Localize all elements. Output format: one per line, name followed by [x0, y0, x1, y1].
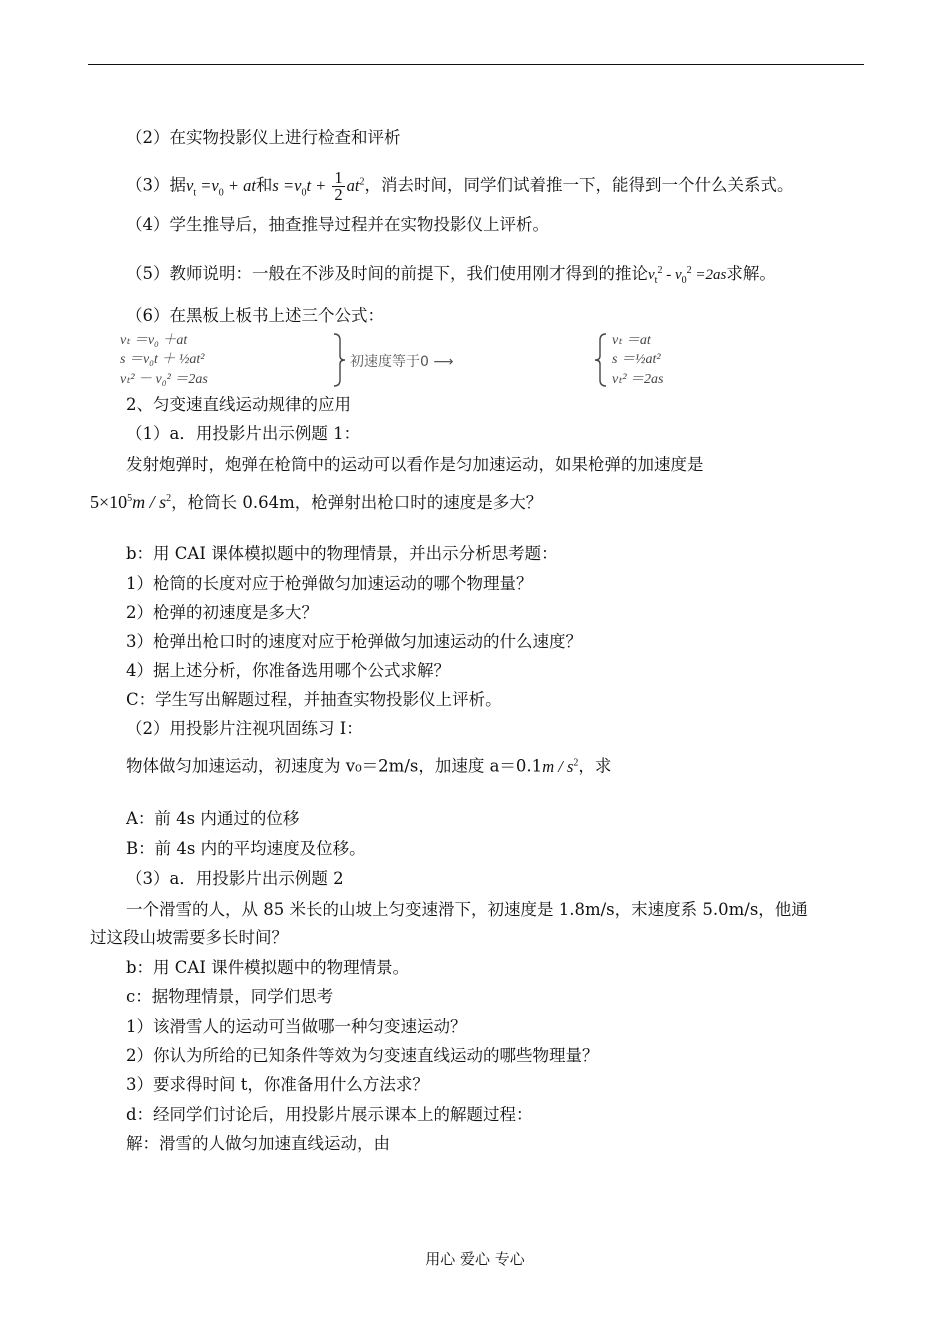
formula-displacement: $s =v_0t$ + $\frac{1}{2}$ $at^2$ [272, 168, 365, 205]
example-1-heading: （1）a．用投影片出示例题 1： [126, 424, 361, 443]
step-c: C：学生写出解题过程，并抽查实物投影仪上评析。 [126, 690, 502, 709]
paragraph-step-6: （6）在黑板上板书上述三个公式： [126, 306, 384, 325]
formula-left-3: vₜ² － v₀² ＝2as [120, 372, 208, 387]
question-2: 2）枪弹的初速度是多大？ [126, 603, 318, 622]
paragraph-step-5: （5）教师说明：一般在不涉及时间的前提下，我们使用刚才得到的推论$v_t^2 - v_0^2 =2as$求解。 [126, 264, 776, 286]
exercise-part-a: A：前 4s 内通过的位移 [126, 809, 300, 828]
example-1-text-cont: $5\times 10^5m / s^2$，枪筒长 0.64m，枪弹射出枪口时的速度是多大？ [90, 492, 543, 512]
section-heading-2: 2、匀变速直线运动规律的应用 [126, 395, 351, 414]
formula-left-2: s ＝v₀t ＋ ½at² [120, 352, 205, 367]
example-2-heading: （3）a．用投影片出示例题 2 [126, 869, 344, 888]
step-b: b：用 CAI 课件模拟题中的物理情景。 [126, 958, 410, 977]
formula-left-1: vₜ ＝v₀ ＋at [120, 333, 188, 348]
solution-start: 解：滑雪的人做匀加速直线运动，由 [126, 1134, 390, 1153]
example-1-text: 发射炮弹时，炮弹在枪筒中的运动可以看作是匀加速运动，如果枪弹的加速度是 [126, 455, 704, 474]
formula-right-2: s ＝½at² [612, 352, 661, 367]
step-d: d：经同学们讨论后，用投影片展示课本上的解题过程： [126, 1105, 533, 1124]
exercise-part-b: B：前 4s 内的平均速度及位移。 [126, 839, 366, 858]
think-question-1: 1）该滑雪人的运动可当做哪一种匀变速运动？ [126, 1017, 467, 1036]
paragraph-step-4: （4）学生推导后，抽查推导过程并在实物投影仪上评析。 [126, 215, 549, 234]
step-c-think: c：据物理情景，同学们思考 [126, 987, 334, 1006]
think-question-3: 3）要求得时间 t，你准备用什么方法求？ [126, 1075, 429, 1094]
acceleration-unit: m / $s^2$ [542, 756, 579, 776]
example-2-text-cont: 过这段山坡需要多长时间？ [90, 928, 288, 947]
formula-inference: $v_t^2 - v_0^2 =2as$ [648, 265, 727, 286]
analysis-intro: b：用 CAI 课体模拟题中的物理情景，并出示分析思考题： [126, 544, 558, 563]
paragraph-step-2: （2）在实物投影仪上进行检查和评析 [126, 128, 401, 147]
question-3: 3）枪弹出枪口时的速度对应于枪弹做匀加速运动的什么速度？ [126, 632, 582, 651]
question-4: 4）据上述分析，你准备选用哪个公式求解？ [126, 661, 450, 680]
right-brace-icon [334, 334, 345, 386]
think-question-2: 2）你认为所给的已知条件等效为匀变速直线运动的哪些物理量？ [126, 1046, 599, 1065]
formula-velocity: $v_t =v_0$ + at [186, 175, 256, 198]
formula-right-1: vₜ ＝at [612, 333, 651, 348]
question-1: 1）枪筒的长度对应于枪弹做匀加速运动的哪个物理量？ [126, 574, 533, 593]
example-2-text: 一个滑雪的人，从 85 米长的山坡上匀变速滑下，初速度是 1.8m/s，末速度系 5.0m/s，他通 [126, 900, 808, 919]
blackboard-formulas [118, 330, 758, 390]
exercise-heading: （2）用投影片注视巩固练习 I： [126, 719, 363, 738]
condition-text: 初速度等于0 ⟶ [350, 354, 454, 370]
paragraph-step-3: （3）据$v_t =v_0$ + at和$s =v_0t$ + $\frac{1}{2}$ $at^2$，消去时间，同学们试着推一下，能得到一个什么关系式。 [126, 168, 794, 205]
header-rule [88, 64, 864, 65]
acceleration-value: $5\times 10^5m / s^2$ [90, 492, 172, 512]
formula-right-3: vₜ² ＝2as [612, 372, 664, 387]
left-brace-icon [595, 334, 606, 386]
exercise-text: 物体做匀加速运动，初速度为 v₀＝2m/s，加速度 $a=0.1m / s^2$，求 [126, 756, 612, 776]
page-footer: 用心 爱心 专心 [425, 1250, 525, 1268]
